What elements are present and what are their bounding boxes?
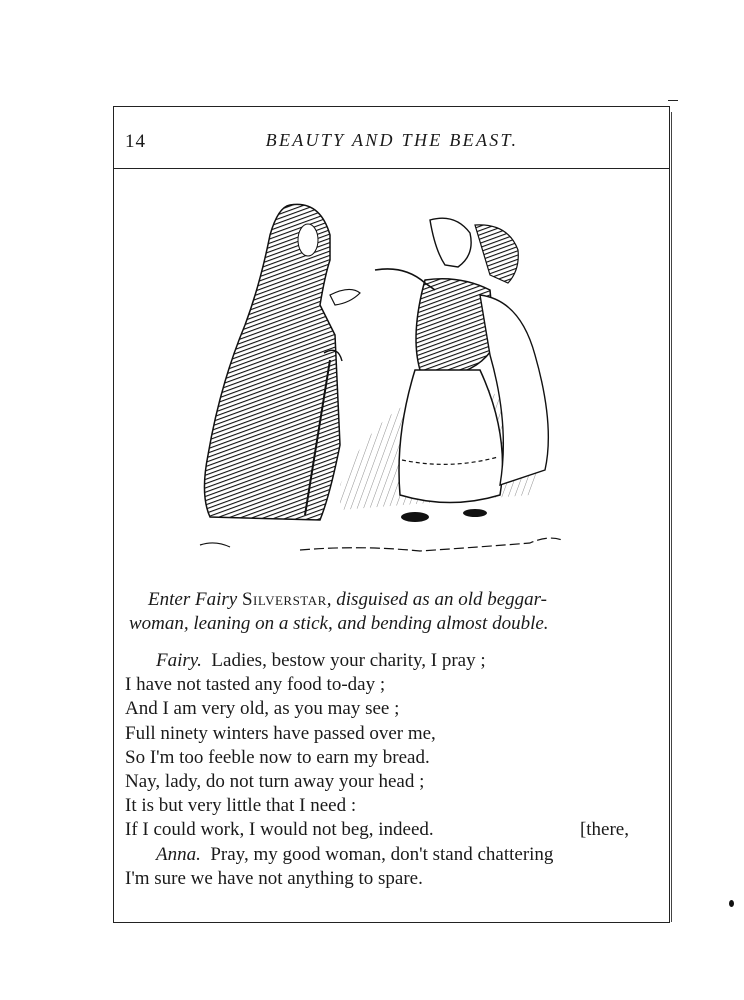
engraving-beggar-woman-and-two-ladies-icon [190,195,570,570]
verse-line: And I am very old, as you may see ; [125,698,400,720]
verse-text: Ladies, bestow your charity, I pray ; [211,650,486,671]
verse-text: If I could work, I would not beg, indeed. [125,819,434,841]
page-number: 14 [125,131,146,152]
verse-line: So I'm too feeble now to earn my bread. [125,746,430,768]
verse-line: It is but very little that I need : [125,795,357,817]
verse-line: I have not tasted any food to-day ; [125,674,386,696]
frame-inner-line [671,112,672,922]
caption-character-name: Silverstar [241,589,327,610]
verse-line: I'm sure we have not anything to spare. [125,867,423,889]
caption-post: , disguised as an old beggar- [326,589,548,610]
running-title: BEAUTY AND THE BEAST. [265,130,519,150]
caption-line-2: woman, leaning on a stick, and bending almost double. [129,613,549,634]
margin-mark [729,900,734,907]
verse-line [125,649,635,673]
stage-direction [125,588,635,636]
verse-line [125,818,635,842]
verse-line [125,843,635,867]
header-rule [113,168,670,169]
verse-line: Nay, lady, do not turn away your head ; [125,770,425,792]
caption-pre: Enter Fairy [148,589,242,610]
speaker-label: Fairy. [156,650,202,671]
verse-block [125,649,635,891]
verse-line: Full ninety winters have passed over me, [125,722,436,744]
frame-tick [668,100,678,107]
verse-text: Pray, my good woman, don't stand chattering [210,843,554,865]
turnover-bracket: [there, [579,819,629,841]
speaker-label: Anna. [156,843,201,865]
